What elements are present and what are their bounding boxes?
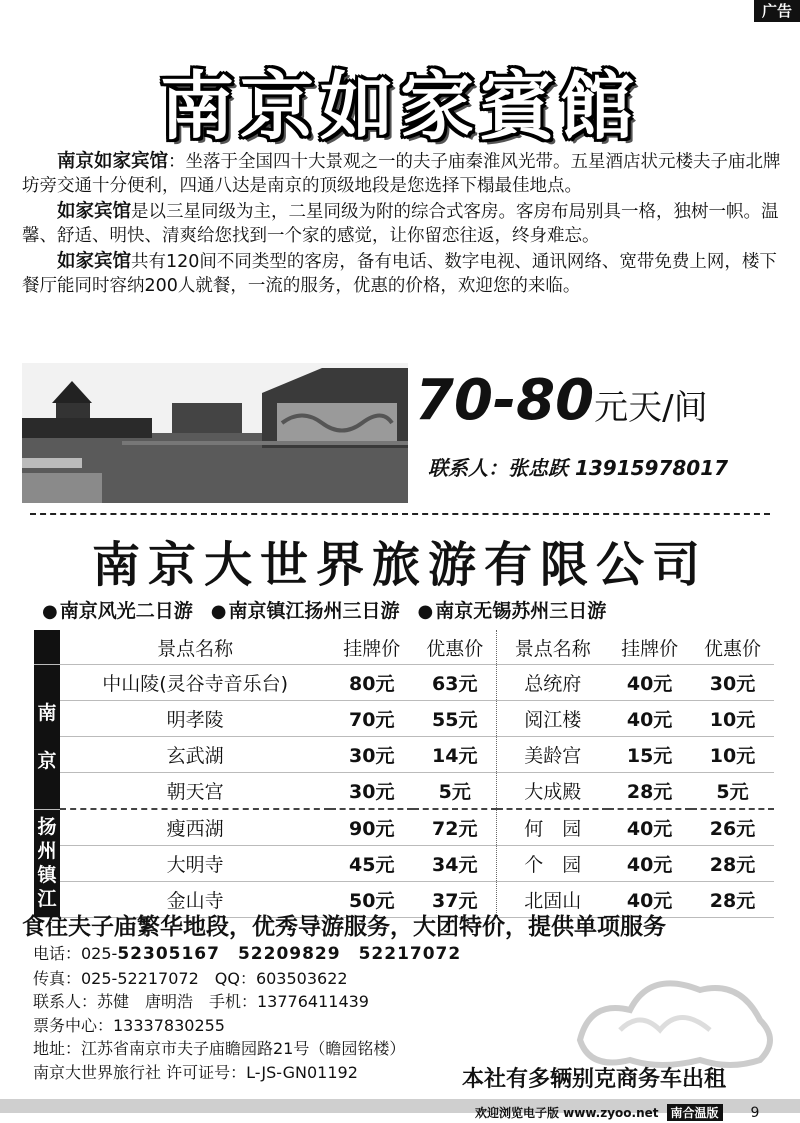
- list-price: 30元: [330, 773, 413, 810]
- column-header: 景点名称: [60, 630, 330, 665]
- discount-price: 14元: [413, 737, 497, 773]
- room-price: 70-80元天/间: [415, 368, 708, 433]
- tour-list: [42, 596, 772, 623]
- spot-name: 玄武湖: [60, 737, 330, 773]
- discount-price: 63元: [413, 665, 497, 701]
- discount-price: 30元: [691, 665, 774, 701]
- region-label-yangzhou-zhenjiang: 扬 州 镇 江: [34, 809, 60, 918]
- intro-paragraph: 南京如家宾馆：坐落于全国四十大景观之一的夫子庙秦淮风光带。五星酒店状元楼夫子庙北牌坊旁交通十分便利，四通八达是南京的顶级地段是您选择下榻最佳地点。: [22, 151, 781, 196]
- region-cell: [34, 630, 60, 665]
- ticket-line: 票务中心：13337830255: [33, 1015, 225, 1035]
- section-divider: [30, 513, 770, 515]
- list-price: 28元: [608, 773, 691, 810]
- discount-price: 5元: [413, 773, 497, 810]
- ad-tag: 广告: [754, 0, 800, 22]
- service-slogan: 食住夫子庙繁华地段，优秀导游服务，大团特价，提供单项服务: [22, 914, 666, 940]
- tour-item: ● 南京镇江扬州三日游: [210, 600, 400, 622]
- list-price: 15元: [608, 737, 691, 773]
- table-row: [34, 809, 774, 846]
- ticket-price-table: [34, 630, 774, 918]
- discount-price: 28元: [691, 846, 774, 882]
- spot-name: 何 园: [497, 809, 608, 846]
- table-row: [34, 737, 774, 773]
- list-price: 40元: [608, 809, 691, 846]
- spot-name: 中山陵(灵谷寺音乐台): [60, 665, 330, 701]
- agency-contact-info: [33, 942, 461, 1084]
- fax-line: 传真：025-52217072 QQ：603503622: [33, 968, 348, 988]
- page-number: 9: [750, 1104, 760, 1121]
- cloud-ornament-icon: [560, 950, 780, 1080]
- tour-item: ● 南京无锡苏州三日游: [417, 600, 607, 622]
- spot-name: 个 园: [497, 846, 608, 882]
- column-header: 挂牌价: [330, 630, 413, 665]
- column-header: 景点名称: [497, 630, 608, 665]
- column-header: 优惠价: [413, 630, 497, 665]
- agency-title: 南京大世界旅游有限公司: [91, 537, 708, 593]
- spot-name: 美龄宫: [497, 737, 608, 773]
- list-price: 40元: [608, 665, 691, 701]
- footer-welcome: 欢迎浏览电子版 www.zyoo.net: [475, 1106, 659, 1120]
- column-header: 优惠价: [691, 630, 774, 665]
- discount-price: 5元: [691, 773, 774, 810]
- list-price: 90元: [330, 809, 413, 846]
- list-price: 70元: [330, 701, 413, 737]
- spot-name: 大明寺: [60, 846, 330, 882]
- spot-name: 朝天宫: [60, 773, 330, 810]
- hotel-title: 南京如家賓館: [160, 64, 640, 150]
- table-row: [34, 701, 774, 737]
- list-price: 80元: [330, 665, 413, 701]
- qinhuai-river-photo: [22, 363, 408, 503]
- list-price: 40元: [608, 882, 691, 918]
- address-line: 地址：江苏省南京市夫子庙瞻园路21号（瞻园铭楼）: [33, 1039, 406, 1058]
- car-rental-note: 本社有多辆别克商务车出租: [462, 1067, 727, 1092]
- tour-item: ● 南京风光二日游: [42, 600, 193, 622]
- discount-price: 10元: [691, 701, 774, 737]
- table-row: [34, 773, 774, 810]
- table-header-row: [34, 630, 774, 665]
- column-header: 挂牌价: [608, 630, 691, 665]
- intro-paragraph: 如家宾馆是以三星同级为主，二星同级为附的综合式客房。客房布局别具一格，独树一帜。温馨、舒适、明快、清爽给您找到一个家的感觉，让你留恋往返，终身难忘。: [22, 201, 779, 246]
- spot-name: 金山寺: [60, 882, 330, 918]
- discount-price: 10元: [691, 737, 774, 773]
- list-price: 30元: [330, 737, 413, 773]
- discount-price: 34元: [413, 846, 497, 882]
- hotel-intro: [22, 150, 782, 300]
- license-line: 南京大世界旅行社 许可证号：L-JS-GN01192: [33, 1062, 358, 1082]
- spot-name: 阅江楼: [497, 701, 608, 737]
- phone-line: 电话：025-52305167 52209829 52217072: [33, 944, 462, 964]
- discount-price: 28元: [691, 882, 774, 918]
- spot-name: 大成殿: [497, 773, 608, 810]
- table-row: [34, 846, 774, 882]
- discount-price: 55元: [413, 701, 497, 737]
- list-price: 50元: [330, 882, 413, 918]
- discount-price: 26元: [691, 809, 774, 846]
- list-price: 40元: [608, 846, 691, 882]
- list-price: 40元: [608, 701, 691, 737]
- intro-paragraph: 如家宾馆共有120间不同类型的客房，备有电话、数字电视、通讯网络、宽带免费上网，楼下餐厅能同时容纳200人就餐，一流的服务，优惠的价格，欢迎您的来临。: [22, 251, 777, 296]
- region-label-nanjing: 南 京: [34, 665, 60, 810]
- table-row: [34, 665, 774, 701]
- footer: [475, 1104, 759, 1121]
- spot-name: 瘦西湖: [60, 809, 330, 846]
- hotel-contact: 联系人：张忠跃 13915978017: [428, 456, 729, 480]
- spot-name: 总统府: [497, 665, 608, 701]
- discount-price: 72元: [413, 809, 497, 846]
- list-price: 45元: [330, 846, 413, 882]
- spot-name: 北固山: [497, 882, 608, 918]
- contacts-line: 联系人：苏健 唐明浩 手机：13776411439: [33, 992, 369, 1011]
- discount-price: 37元: [413, 882, 497, 918]
- spot-name: 明孝陵: [60, 701, 330, 737]
- footer-edition: 南合温版: [667, 1104, 723, 1121]
